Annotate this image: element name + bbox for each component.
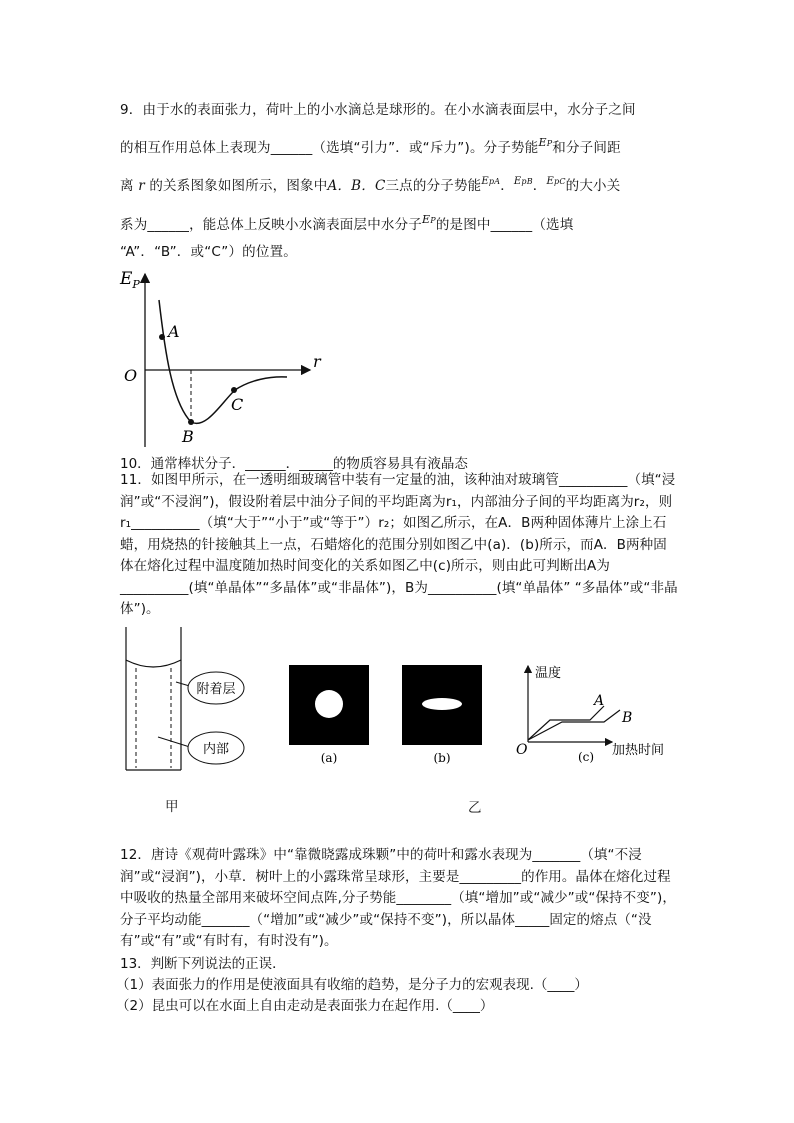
label-adhesion: 附着层 <box>196 682 236 697</box>
figure-yi-b <box>400 663 490 768</box>
epA-symbol: EpA <box>481 176 501 187</box>
label-inner: 内部 <box>202 742 230 757</box>
curve-B <box>528 710 620 740</box>
point-B <box>188 419 194 425</box>
epC-symbol: EpC <box>546 176 566 187</box>
ep-curve <box>159 300 287 423</box>
meniscus <box>126 660 181 667</box>
question-10: 10．通常棒状分子．______．_____的物质容易具有液晶态 <box>120 456 468 472</box>
point-A <box>159 334 165 340</box>
figure-yi-c-graph <box>512 660 682 770</box>
origin-label: O <box>124 366 138 385</box>
y-axis-label: $E_P$ <box>120 269 140 291</box>
q9-line-1: 9．由于水的表面张力，荷叶上的小水滴总是球形的。在小水滴表面层中，水分子之间 <box>120 102 636 118</box>
ep-r-graph <box>110 262 340 452</box>
q9-line-3: 离 r 的关系图象如图所示，图象中A．B．C三点的分子势能$^{EpA}$．$^{EpB}$．$^{EpC}$的大小关 <box>120 176 621 194</box>
point-C <box>231 387 237 393</box>
temp-label: 温度 <box>535 666 562 681</box>
label-C: C <box>231 395 244 414</box>
caption-a: (a) <box>320 751 338 765</box>
q9-line-2-text-b: 和分子间距 <box>552 140 621 156</box>
origin-c: O <box>516 742 528 758</box>
figure-jia-tube <box>118 622 278 782</box>
q9-line-4: 系为______，能总体上反映小水滴表面层中水分子$^{EP}$的是图中______（选填 <box>120 213 574 233</box>
caption-b: (b) <box>433 751 451 765</box>
epB-symbol: EpB <box>513 176 533 187</box>
label-line-B: B <box>622 710 633 726</box>
ep-symbol-2: EP <box>422 213 436 226</box>
curve-A <box>528 706 604 740</box>
question-13-title: 13．判断下列说法的正误． <box>120 956 286 972</box>
q9-line-5: “A”．“B”．或“C”）的位置。 <box>120 244 297 260</box>
figure-yi-a <box>287 663 377 768</box>
caption-jia: 甲 <box>165 799 179 815</box>
label-B: B <box>182 427 194 446</box>
question-13-item-2: （2）昆虫可以在水面上自由走动是表面张力在起作用.（____） <box>116 998 494 1014</box>
q9-line-2-text: 的相互作用总体上表现为______（选填“引力”．或“斥力”)。分子势能 <box>120 140 539 156</box>
question-13-item-1: （1）表面张力的作用是使液面具有收缩的趋势，是分子力的宏观表现.（____） <box>116 977 588 993</box>
time-label: 加热时间 <box>612 743 665 758</box>
ep-symbol: EP <box>538 136 553 149</box>
question-11: 11．如图甲所示，在一透明细玻璃管中装有一定量的油，该种油对玻璃管__________（填“浸润”或“不浸润”)，假设附着层中油分子间的平均距离为r₁，内部油分子间的平均距离为r₂，则r₁__________（填“大于”“小于”或“等于”）r₂；如图乙所示，在A．B两种固体薄片上涂上石蜡，用烧热的针接触其上一点，石蜡熔化的范围分别如图乙中(a)．(b)所示，而A．B两种固体在熔化过程中温度随加热时间变化的关系如图乙中(c)所示，则由此可判断出A为__________(填“单晶体”“多晶体”或“非晶体”)，B为__________(填“单晶体” “多晶体”或“非晶体”)。 <box>120 472 678 617</box>
melt-circle <box>315 690 343 718</box>
label-A: A <box>168 322 180 341</box>
question-12: 12．唐诗《观荷叶露珠》中“靠微晓露成珠颗”中的荷叶和露水表现为_______（填“不浸润”或“浸润”)，小草．树叶上的小露珠常呈球形，主要是_________的作用。晶体在熔化过程中吸收的热量全部用来破坏空间点阵,分子势能________（填“增加”或“减少”或“保持不变”)，分子平均动能_______（“增加”或“减少”或“保持不变”)，所以晶体_____固定的熔点（“没有”或“有”或“有时有，有时没有”)。 <box>120 847 676 949</box>
caption-yi: 乙 <box>468 800 482 816</box>
x-axis-label: r <box>313 352 321 371</box>
caption-c: (c) <box>578 750 595 764</box>
melt-ellipse <box>422 698 462 710</box>
label-line-A: A <box>594 693 605 709</box>
q9-line-2 <box>120 136 621 156</box>
